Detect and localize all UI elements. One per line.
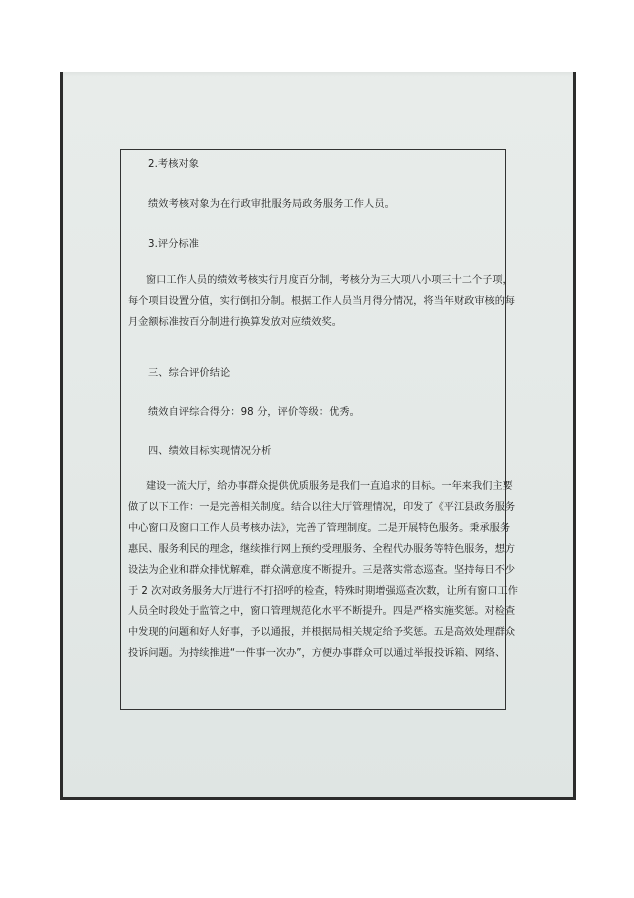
paragraph-self-evaluation: 绩效自评综合得分：98 分，评价等级：优秀。 [148, 407, 360, 418]
analysis-line-1: 建设一流大厅，给办事群众提供优质服务是我们一直追求的目标。一年来我们主要 [146, 481, 513, 492]
heading-assessment-target: 2.考核对象 [148, 159, 200, 170]
analysis-line-6: 于 2 次对政务服务大厅进行不打招呼的检查，特殊时期增强巡查次数，让所有窗口工作 [128, 585, 518, 597]
analysis-line-4: 惠民、服务利民的理念，继续推行网上预约受理服务、全程代办服务等特色服务，想方 [128, 543, 516, 555]
scoring-line-3: 月金额标准按百分制进行换算发放对应绩效奖。 [128, 316, 342, 328]
scoring-line-1: 窗口工作人员的绩效考核实行月度百分制，考核分为三大项八小项三十二个子项， [146, 275, 513, 286]
analysis-line-7: 人员全时段处于监管之中，窗口管理规范化水平不断提升。四是严格实施奖惩。对检查 [128, 606, 516, 618]
analysis-line-2: 做了以下工作：一是完善相关制度。结合以往大厅管理情况，印发了《平江县政务服务 [128, 501, 516, 513]
analysis-line-5: 设法为企业和群众排忧解难，群众满意度不断提升。三是落实常态巡查。坚持每日不少 [128, 564, 516, 576]
heading-scoring-standard: 3.评分标准 [148, 239, 200, 250]
analysis-line-3: 中心窗口及窗口工作人员考核办法》，完善了管理制度。二是开展特色服务。秉承服务 [128, 522, 511, 534]
section-comprehensive-evaluation: 三、综合评价结论 [148, 368, 231, 379]
paper-edge-bottom [60, 797, 576, 800]
paragraph-assessment-target: 绩效考核对象为在行政审批服务局政务服务工作人员。 [148, 199, 395, 210]
analysis-line-8: 中发现的问题和好人好事，予以通报，并根据局相关规定给予奖惩。五是高效处理群众 [128, 627, 516, 639]
scoring-line-2: 每个项目设置分值，实行倒扣分制。根据工作人员当月得分情况，将当年财政审核的每 [128, 295, 516, 307]
section-goal-analysis: 四、绩效目标实现情况分析 [148, 446, 272, 457]
analysis-line-9: 投诉问题。为持续推进“一件事一次办”，方便办事群众可以通过举报投诉箱、网络、 [128, 648, 506, 660]
paper-edge-right [573, 72, 576, 800]
paragraph-goal-analysis [128, 477, 518, 665]
paper-edge-left [60, 72, 63, 800]
paragraph-scoring-standard [128, 271, 516, 334]
